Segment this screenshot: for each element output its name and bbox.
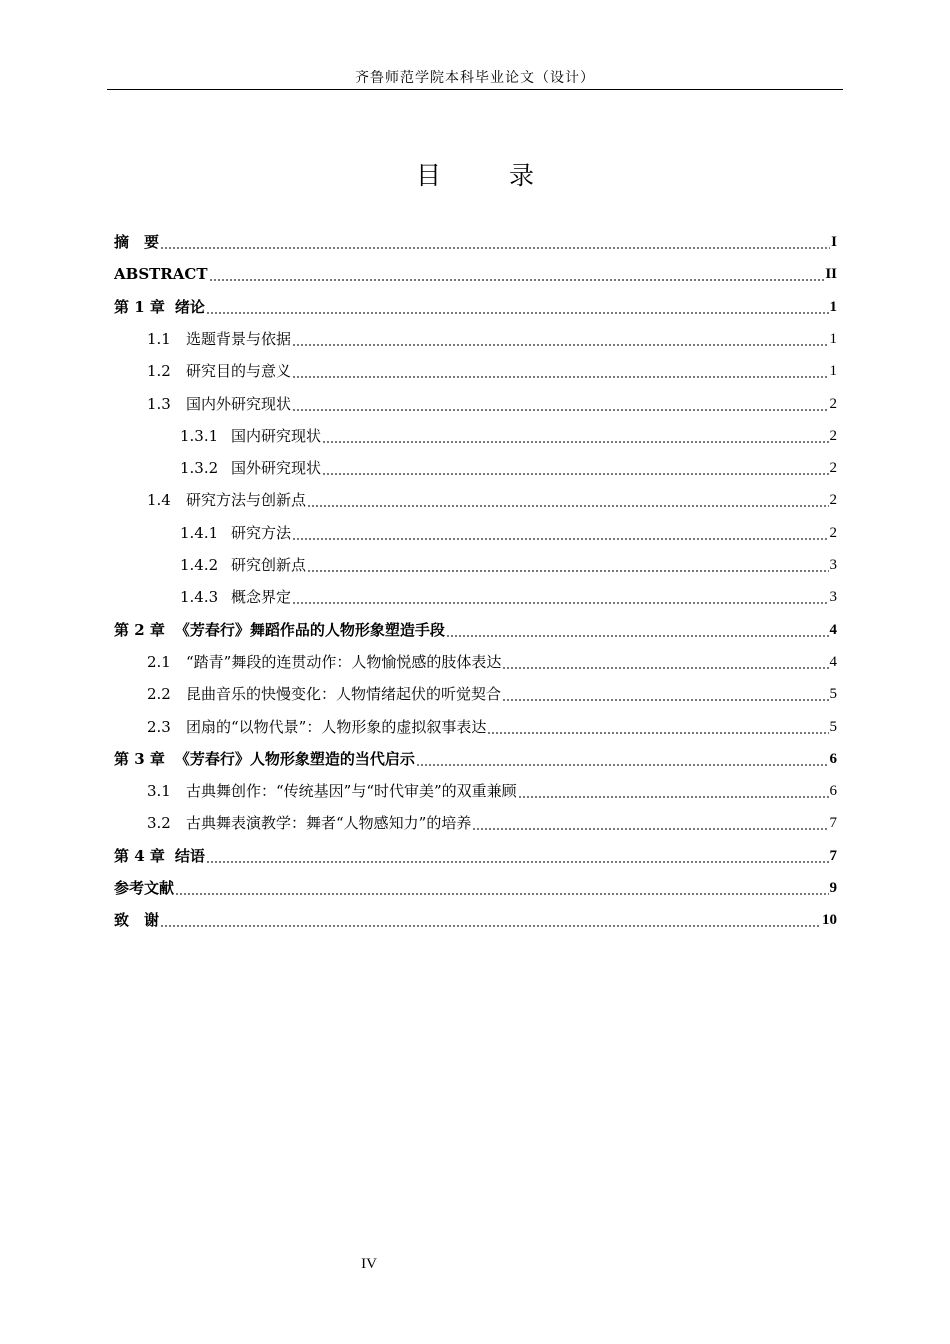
toc-entry-number: 1.1	[147, 329, 171, 348]
toc-entry-page: 1	[829, 330, 837, 347]
toc-entry-page: 4	[829, 653, 837, 670]
dot-leader	[292, 394, 828, 414]
toc-entry-title: 研究方法与创新点	[186, 491, 307, 510]
toc-entry-number: 第 2 章	[114, 620, 165, 639]
toc-entry-page: 2	[829, 395, 837, 412]
dot-leader	[322, 426, 828, 446]
toc-entry-title: 《芳春行》人物形象塑造的当代启示	[174, 749, 415, 768]
toc-entry-title: 团扇的“以物代景”：人物形象的虚拟叙事表达	[186, 717, 487, 736]
toc-entry[interactable]	[147, 351, 837, 381]
toc-entry-page: 3	[829, 557, 837, 573]
toc-entry-page: 4	[829, 621, 837, 638]
dot-leader	[160, 232, 830, 252]
dot-leader	[292, 329, 828, 349]
dot-leader	[175, 878, 828, 898]
toc-entry-number: 第 4 章	[114, 846, 165, 865]
toc-entry-title: 国内研究现状	[231, 426, 322, 445]
toc-entry[interactable]	[147, 771, 837, 801]
toc-entry-title: 《芳春行》舞蹈作品的人物形象塑造手段	[174, 620, 445, 639]
toc-entry[interactable]	[147, 642, 837, 672]
toc-entry[interactable]	[114, 739, 837, 769]
toc-entry-title: 绪论	[174, 297, 205, 316]
toc-entry-title: 结语	[174, 846, 205, 865]
toc-entry-number: 3.1	[147, 782, 171, 801]
toc-entry-page: 7	[829, 815, 837, 832]
toc-entry[interactable]	[114, 222, 837, 252]
toc-entry-page: 3	[829, 589, 837, 606]
toc-entry-title: 研究创新点	[231, 556, 307, 574]
toc-entry-page: 6	[829, 750, 837, 767]
toc-entry-page: 7	[829, 847, 837, 864]
toc-entry-page: 10	[822, 912, 837, 929]
toc-entry[interactable]	[114, 868, 837, 898]
dot-leader	[446, 620, 829, 640]
toc-entry-number: 1.4.2	[180, 556, 219, 574]
toc-entry-number: ABSTRACT	[114, 265, 208, 284]
toc-entry-number: 2.1	[147, 652, 171, 671]
toc-entry[interactable]	[147, 674, 837, 704]
toc-entry[interactable]	[114, 836, 837, 866]
dot-leader	[502, 652, 828, 672]
toc-entry-title: “踏青”舞段的连贯动作：人物愉悦感的肢体表达	[186, 652, 502, 671]
toc-entry-number: 1.4.3	[180, 588, 219, 607]
toc-entry-number: 1.4.1	[180, 523, 219, 542]
toc-entry-title: 国内外研究现状	[186, 394, 292, 413]
toc-entry-number: 2.3	[147, 717, 171, 736]
toc-entry-page: 2	[829, 460, 837, 477]
toc-entry[interactable]	[114, 287, 837, 317]
dot-leader	[307, 490, 828, 510]
toc-entry[interactable]	[114, 254, 837, 284]
toc-entry-title: 研究目的与意义	[186, 362, 292, 381]
toc-entry-page: 9	[829, 880, 837, 896]
toc-entry[interactable]	[147, 480, 837, 510]
toc-entry-number: 致 谢	[114, 911, 160, 930]
dot-leader	[209, 264, 825, 284]
dot-leader	[292, 361, 828, 381]
toc-entry[interactable]	[180, 513, 837, 543]
toc-entry[interactable]	[114, 900, 837, 930]
toc-entry-number: 3.2	[147, 814, 171, 833]
dot-leader	[206, 846, 829, 866]
dot-leader	[292, 587, 828, 607]
toc-entry-number: 1.4	[147, 491, 171, 510]
toc-entry-page: I	[831, 234, 837, 250]
dot-leader	[160, 910, 821, 930]
dot-leader	[518, 781, 829, 801]
toc-entry[interactable]	[147, 707, 837, 737]
toc-entry-title: 昆曲音乐的快慢变化：人物情绪起伏的听觉契合	[186, 685, 502, 704]
toc-entry-page: II	[825, 266, 837, 283]
toc-entry[interactable]	[180, 448, 837, 478]
dot-leader	[472, 813, 828, 833]
dot-leader	[206, 297, 829, 317]
toc-entry[interactable]	[180, 416, 837, 446]
toc-entry[interactable]	[180, 577, 837, 607]
toc-entry-number: 第 1 章	[114, 297, 165, 316]
dot-leader	[307, 555, 828, 575]
toc-entry-page: 1	[829, 363, 837, 380]
toc-entry-page: 2	[829, 492, 837, 509]
dot-leader	[416, 749, 829, 769]
dot-leader	[487, 717, 828, 737]
toc-entry-page: 2	[829, 427, 837, 444]
toc-entry-title: 古典舞创作：“传统基因”与“时代审美”的双重兼顾	[186, 782, 517, 801]
toc-entry-page: 1	[829, 298, 837, 315]
toc-entry-number: 摘 要	[114, 233, 160, 251]
toc-entry-page: 5	[829, 718, 837, 735]
toc-entry-title: 概念界定	[231, 588, 292, 607]
toc-entry[interactable]	[147, 384, 837, 414]
toc-entry-page: 6	[829, 783, 837, 800]
toc-entry-title: 研究方法	[231, 523, 292, 542]
toc-entry[interactable]	[147, 803, 837, 833]
toc-title: 目 录	[416, 161, 564, 190]
header-rule	[107, 89, 843, 90]
toc-entry-number: 第 3 章	[114, 749, 165, 768]
toc-entry-number: 1.2	[147, 362, 171, 381]
toc-entry-number: 2.2	[147, 685, 171, 704]
toc-entry-number: 1.3.1	[180, 426, 219, 445]
toc-entry-title: 国外研究现状	[231, 459, 322, 478]
toc-entry-page: 2	[829, 524, 837, 541]
toc-entry-number: 1.3.2	[180, 459, 219, 478]
toc-entry-title: 古典舞表演教学：舞者“人物感知力”的培养	[186, 814, 472, 833]
toc-entry[interactable]	[114, 610, 837, 640]
toc-entry[interactable]	[147, 319, 837, 349]
toc-entry-number: 1.3	[147, 394, 171, 413]
toc-entry-title: 选题背景与依据	[186, 329, 292, 348]
toc-entry-number: 参考文献	[114, 879, 175, 897]
toc-entry[interactable]	[180, 545, 837, 575]
running-header: 齐鲁师范学院本科毕业论文（设计）	[355, 70, 595, 86]
dot-leader	[292, 523, 828, 543]
toc-entry-page: 5	[829, 686, 837, 703]
page-number: IV	[361, 1256, 377, 1272]
dot-leader	[322, 458, 828, 478]
dot-leader	[502, 684, 828, 704]
